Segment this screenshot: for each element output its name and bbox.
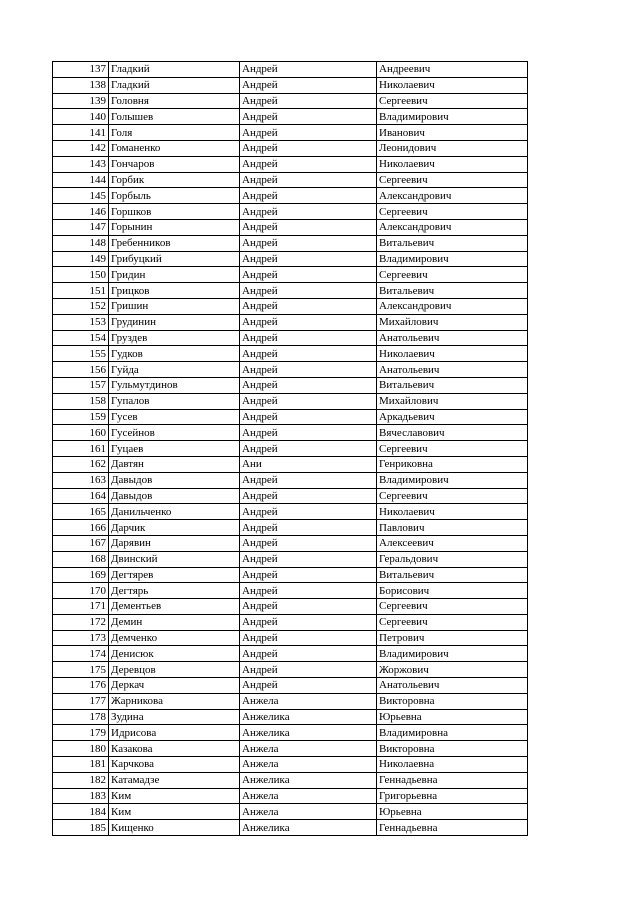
- table-row: [53, 77, 528, 93]
- first-name-cell: Анжелика: [240, 820, 377, 836]
- patronymic-cell: Сергеевич: [377, 599, 528, 615]
- first-name-cell: Андрей: [240, 678, 377, 694]
- first-name-cell: Андрей: [240, 504, 377, 520]
- row-number: 164: [53, 488, 109, 504]
- first-name-cell: Анжелика: [240, 772, 377, 788]
- first-name-cell: Андрей: [240, 488, 377, 504]
- last-name-cell: Гусейнов: [109, 425, 240, 441]
- row-number: 179: [53, 725, 109, 741]
- first-name-cell: Анжела: [240, 788, 377, 804]
- row-number: 173: [53, 630, 109, 646]
- table-row: [53, 93, 528, 109]
- last-name-cell: Гуцаев: [109, 441, 240, 457]
- first-name-cell: Андрей: [240, 235, 377, 251]
- first-name-cell: Андрей: [240, 551, 377, 567]
- first-name-cell: Андрей: [240, 298, 377, 314]
- last-name-cell: Гульмутдинов: [109, 377, 240, 393]
- patronymic-cell: Андреевич: [377, 62, 528, 78]
- last-name-cell: Зудина: [109, 709, 240, 725]
- last-name-cell: Горбыль: [109, 188, 240, 204]
- last-name-cell: Жарникова: [109, 693, 240, 709]
- table-row: [53, 551, 528, 567]
- patronymic-cell: Александрович: [377, 188, 528, 204]
- last-name-cell: Гончаров: [109, 156, 240, 172]
- first-name-cell: Андрей: [240, 614, 377, 630]
- row-number: 178: [53, 709, 109, 725]
- row-number: 155: [53, 346, 109, 362]
- last-name-cell: Горшков: [109, 204, 240, 220]
- table-row: [53, 741, 528, 757]
- table-row: [53, 441, 528, 457]
- row-number: 161: [53, 441, 109, 457]
- first-name-cell: Андрей: [240, 77, 377, 93]
- table-row: [53, 314, 528, 330]
- first-name-cell: Андрей: [240, 535, 377, 551]
- last-name-cell: Грудинин: [109, 314, 240, 330]
- row-number: 168: [53, 551, 109, 567]
- row-number: 154: [53, 330, 109, 346]
- patronymic-cell: Николаевич: [377, 77, 528, 93]
- last-name-cell: Гусев: [109, 409, 240, 425]
- table-row: [53, 504, 528, 520]
- first-name-cell: Андрей: [240, 330, 377, 346]
- patronymic-cell: Владимирович: [377, 646, 528, 662]
- patronymic-cell: Николаевич: [377, 346, 528, 362]
- first-name-cell: Андрей: [240, 283, 377, 299]
- first-name-cell: Андрей: [240, 219, 377, 235]
- last-name-cell: Идрисова: [109, 725, 240, 741]
- row-number: 184: [53, 804, 109, 820]
- patronymic-cell: Павлович: [377, 520, 528, 536]
- row-number: 148: [53, 235, 109, 251]
- patronymic-cell: Борисович: [377, 583, 528, 599]
- row-number: 149: [53, 251, 109, 267]
- first-name-cell: Андрей: [240, 583, 377, 599]
- patronymic-cell: Витальевич: [377, 377, 528, 393]
- patronymic-cell: Анатольевич: [377, 678, 528, 694]
- row-number: 146: [53, 204, 109, 220]
- patronymic-cell: Николаевна: [377, 757, 528, 773]
- table-row: [53, 709, 528, 725]
- table-row: [53, 109, 528, 125]
- first-name-cell: Анжела: [240, 757, 377, 773]
- row-number: 144: [53, 172, 109, 188]
- patronymic-cell: Витальевич: [377, 235, 528, 251]
- table-row: [53, 472, 528, 488]
- patronymic-cell: Леонидович: [377, 140, 528, 156]
- table-row: [53, 614, 528, 630]
- table-row: [53, 330, 528, 346]
- row-number: 171: [53, 599, 109, 615]
- row-number: 156: [53, 362, 109, 378]
- patronymic-cell: Сергеевич: [377, 93, 528, 109]
- table-row: [53, 662, 528, 678]
- names-table: [52, 61, 528, 836]
- row-number: 137: [53, 62, 109, 78]
- table-row: [53, 393, 528, 409]
- row-number: 160: [53, 425, 109, 441]
- patronymic-cell: Геннадьевна: [377, 820, 528, 836]
- patronymic-cell: Анатольевич: [377, 330, 528, 346]
- table-row: [53, 172, 528, 188]
- patronymic-cell: Михайлович: [377, 314, 528, 330]
- table-row: [53, 456, 528, 472]
- table-row: [53, 535, 528, 551]
- row-number: 180: [53, 741, 109, 757]
- table-row: [53, 62, 528, 78]
- last-name-cell: Гладкий: [109, 77, 240, 93]
- patronymic-cell: Григорьевна: [377, 788, 528, 804]
- first-name-cell: Анжела: [240, 693, 377, 709]
- last-name-cell: Катамадзе: [109, 772, 240, 788]
- first-name-cell: Ани: [240, 456, 377, 472]
- row-number: 183: [53, 788, 109, 804]
- first-name-cell: Андрей: [240, 172, 377, 188]
- first-name-cell: Андрей: [240, 646, 377, 662]
- row-number: 169: [53, 567, 109, 583]
- row-number: 143: [53, 156, 109, 172]
- row-number: 172: [53, 614, 109, 630]
- last-name-cell: Дарявин: [109, 535, 240, 551]
- last-name-cell: Двинский: [109, 551, 240, 567]
- row-number: 142: [53, 140, 109, 156]
- patronymic-cell: Сергеевич: [377, 172, 528, 188]
- last-name-cell: Грибуцкий: [109, 251, 240, 267]
- table-row: [53, 520, 528, 536]
- patronymic-cell: Сергеевич: [377, 204, 528, 220]
- patronymic-cell: Сергеевич: [377, 267, 528, 283]
- table-row: [53, 425, 528, 441]
- last-name-cell: Деркач: [109, 678, 240, 694]
- first-name-cell: Андрей: [240, 630, 377, 646]
- patronymic-cell: Генриковна: [377, 456, 528, 472]
- last-name-cell: Давыдов: [109, 488, 240, 504]
- last-name-cell: Грицков: [109, 283, 240, 299]
- patronymic-cell: Викторовна: [377, 741, 528, 757]
- last-name-cell: Горбик: [109, 172, 240, 188]
- last-name-cell: Денисюк: [109, 646, 240, 662]
- row-number: 166: [53, 520, 109, 536]
- patronymic-cell: Владимирович: [377, 109, 528, 125]
- table-row: [53, 693, 528, 709]
- patronymic-cell: Сергеевич: [377, 614, 528, 630]
- first-name-cell: Андрей: [240, 662, 377, 678]
- first-name-cell: Андрей: [240, 441, 377, 457]
- last-name-cell: Гуйда: [109, 362, 240, 378]
- first-name-cell: Анжелика: [240, 725, 377, 741]
- row-number: 141: [53, 125, 109, 141]
- row-number: 177: [53, 693, 109, 709]
- last-name-cell: Гудков: [109, 346, 240, 362]
- row-number: 175: [53, 662, 109, 678]
- row-number: 158: [53, 393, 109, 409]
- table-row: [53, 488, 528, 504]
- last-name-cell: Ким: [109, 804, 240, 820]
- patronymic-cell: Юрьевна: [377, 804, 528, 820]
- table-row: [53, 235, 528, 251]
- row-number: 145: [53, 188, 109, 204]
- patronymic-cell: Владимирович: [377, 251, 528, 267]
- patronymic-cell: Николаевич: [377, 504, 528, 520]
- table-row: [53, 219, 528, 235]
- last-name-cell: Голышев: [109, 109, 240, 125]
- first-name-cell: Анжела: [240, 741, 377, 757]
- table-row: [53, 362, 528, 378]
- table-row: [53, 567, 528, 583]
- row-number: 153: [53, 314, 109, 330]
- patronymic-cell: Сергеевич: [377, 488, 528, 504]
- table-row: [53, 788, 528, 804]
- last-name-cell: Дегтярь: [109, 583, 240, 599]
- table-row: [53, 188, 528, 204]
- first-name-cell: Андрей: [240, 188, 377, 204]
- first-name-cell: Андрей: [240, 393, 377, 409]
- row-number: 167: [53, 535, 109, 551]
- table-row: [53, 678, 528, 694]
- row-number: 163: [53, 472, 109, 488]
- row-number: 176: [53, 678, 109, 694]
- last-name-cell: Карчкова: [109, 757, 240, 773]
- row-number: 174: [53, 646, 109, 662]
- table-row: [53, 140, 528, 156]
- last-name-cell: Гоманенко: [109, 140, 240, 156]
- row-number: 147: [53, 219, 109, 235]
- last-name-cell: Деревцов: [109, 662, 240, 678]
- first-name-cell: Андрей: [240, 140, 377, 156]
- patronymic-cell: Николаевич: [377, 156, 528, 172]
- last-name-cell: Дементьев: [109, 599, 240, 615]
- patronymic-cell: Владимирович: [377, 472, 528, 488]
- table-row: [53, 346, 528, 362]
- last-name-cell: Давыдов: [109, 472, 240, 488]
- table-row: [53, 820, 528, 836]
- last-name-cell: Гупалов: [109, 393, 240, 409]
- first-name-cell: Андрей: [240, 314, 377, 330]
- first-name-cell: Андрей: [240, 251, 377, 267]
- table-row: [53, 725, 528, 741]
- table-row: [53, 156, 528, 172]
- table-row: [53, 267, 528, 283]
- patronymic-cell: Алексеевич: [377, 535, 528, 551]
- last-name-cell: Груздев: [109, 330, 240, 346]
- patronymic-cell: Юрьевна: [377, 709, 528, 725]
- table-row: [53, 204, 528, 220]
- row-number: 140: [53, 109, 109, 125]
- last-name-cell: Дарчик: [109, 520, 240, 536]
- first-name-cell: Андрей: [240, 346, 377, 362]
- table-row: [53, 630, 528, 646]
- patronymic-cell: Геральдович: [377, 551, 528, 567]
- last-name-cell: Голя: [109, 125, 240, 141]
- last-name-cell: Кищенко: [109, 820, 240, 836]
- patronymic-cell: Вячеславович: [377, 425, 528, 441]
- first-name-cell: Андрей: [240, 62, 377, 78]
- table-row: [53, 757, 528, 773]
- row-number: 152: [53, 298, 109, 314]
- patronymic-cell: Александрович: [377, 298, 528, 314]
- row-number: 159: [53, 409, 109, 425]
- first-name-cell: Андрей: [240, 409, 377, 425]
- patronymic-cell: Аркадьевич: [377, 409, 528, 425]
- patronymic-cell: Александрович: [377, 219, 528, 235]
- first-name-cell: Андрей: [240, 425, 377, 441]
- table-row: [53, 772, 528, 788]
- patronymic-cell: Иванович: [377, 125, 528, 141]
- row-number: 157: [53, 377, 109, 393]
- first-name-cell: Андрей: [240, 156, 377, 172]
- first-name-cell: Андрей: [240, 109, 377, 125]
- last-name-cell: Казакова: [109, 741, 240, 757]
- patronymic-cell: Михайлович: [377, 393, 528, 409]
- row-number: 138: [53, 77, 109, 93]
- last-name-cell: Ким: [109, 788, 240, 804]
- last-name-cell: Гридин: [109, 267, 240, 283]
- table-row: [53, 599, 528, 615]
- last-name-cell: Гришин: [109, 298, 240, 314]
- last-name-cell: Горынин: [109, 219, 240, 235]
- last-name-cell: Демченко: [109, 630, 240, 646]
- table-row: [53, 251, 528, 267]
- first-name-cell: Андрей: [240, 267, 377, 283]
- patronymic-cell: Жоржович: [377, 662, 528, 678]
- last-name-cell: Гладкий: [109, 62, 240, 78]
- first-name-cell: Андрей: [240, 93, 377, 109]
- row-number: 181: [53, 757, 109, 773]
- last-name-cell: Давтян: [109, 456, 240, 472]
- row-number: 182: [53, 772, 109, 788]
- patronymic-cell: Викторовна: [377, 693, 528, 709]
- patronymic-cell: Геннадьевна: [377, 772, 528, 788]
- table-row: [53, 125, 528, 141]
- table-row: [53, 646, 528, 662]
- first-name-cell: Анжела: [240, 804, 377, 820]
- row-number: 150: [53, 267, 109, 283]
- table-row: [53, 283, 528, 299]
- row-number: 170: [53, 583, 109, 599]
- first-name-cell: Андрей: [240, 520, 377, 536]
- last-name-cell: Демин: [109, 614, 240, 630]
- row-number: 185: [53, 820, 109, 836]
- last-name-cell: Гребенников: [109, 235, 240, 251]
- patronymic-cell: Витальевич: [377, 283, 528, 299]
- row-number: 139: [53, 93, 109, 109]
- first-name-cell: Андрей: [240, 472, 377, 488]
- table-row: [53, 377, 528, 393]
- first-name-cell: Андрей: [240, 599, 377, 615]
- patronymic-cell: Петрович: [377, 630, 528, 646]
- table-row: [53, 409, 528, 425]
- names-table-body: [53, 62, 528, 836]
- first-name-cell: Андрей: [240, 377, 377, 393]
- patronymic-cell: Сергеевич: [377, 441, 528, 457]
- first-name-cell: Андрей: [240, 567, 377, 583]
- last-name-cell: Головня: [109, 93, 240, 109]
- last-name-cell: Дегтярев: [109, 567, 240, 583]
- names-table-container: [52, 61, 523, 836]
- first-name-cell: Андрей: [240, 125, 377, 141]
- table-row: [53, 804, 528, 820]
- first-name-cell: Андрей: [240, 204, 377, 220]
- patronymic-cell: Витальевич: [377, 567, 528, 583]
- row-number: 162: [53, 456, 109, 472]
- first-name-cell: Андрей: [240, 362, 377, 378]
- patronymic-cell: Владимировна: [377, 725, 528, 741]
- last-name-cell: Данильченко: [109, 504, 240, 520]
- patronymic-cell: Анатольевич: [377, 362, 528, 378]
- first-name-cell: Анжелика: [240, 709, 377, 725]
- table-row: [53, 298, 528, 314]
- table-row: [53, 583, 528, 599]
- row-number: 151: [53, 283, 109, 299]
- row-number: 165: [53, 504, 109, 520]
